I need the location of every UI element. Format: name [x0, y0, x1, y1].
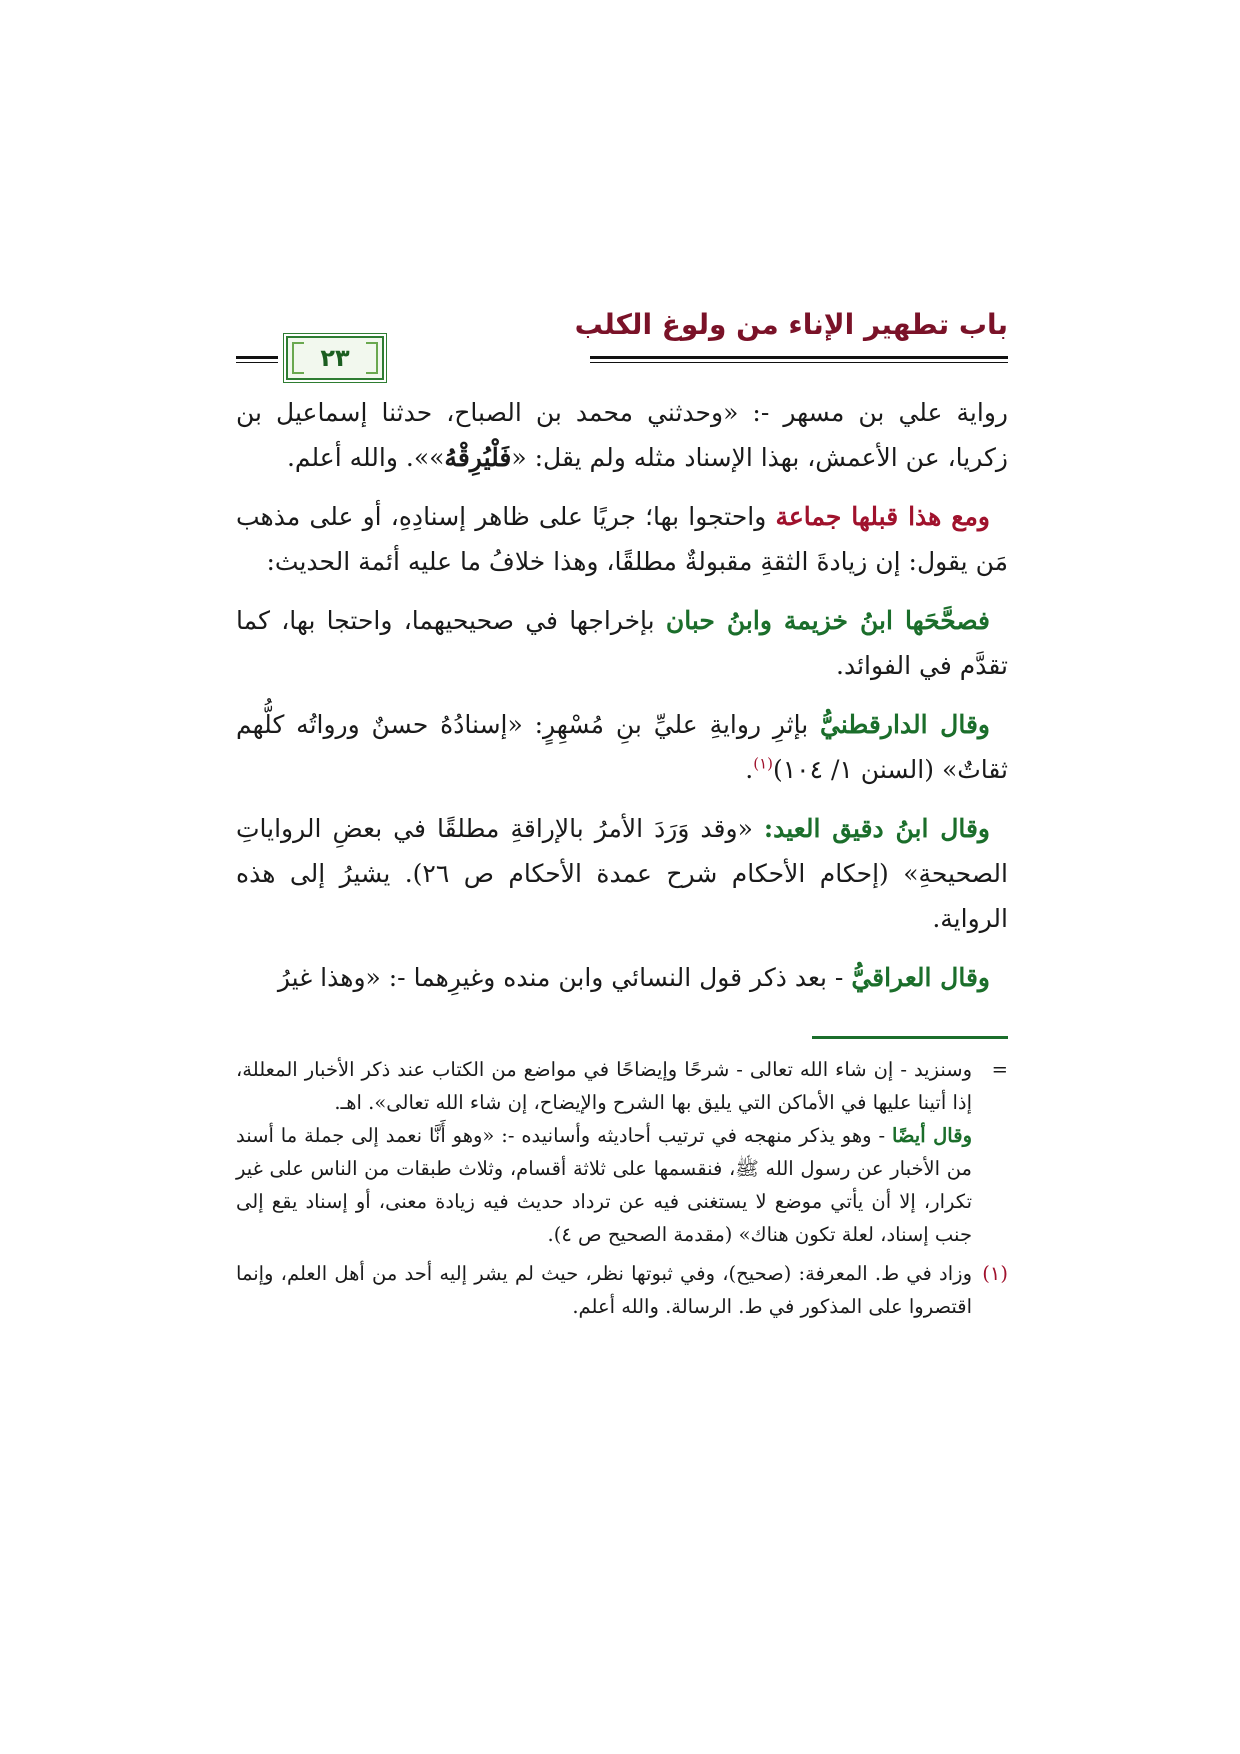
page-number: ٢٣ [320, 344, 350, 372]
paragraph-text: واحتجوا بها؛ جريًا على ظاهر إسنادِهِ، أو على مذهب مَن يقول: إن زيادةَ الثقةِ مقبولةٌ مطلقًا، وهذا خلافُ ما عليه أئمة الحديث: [236, 502, 1008, 576]
footnote [236, 1257, 1008, 1323]
footnote-lead: وقال أيضًا [891, 1124, 972, 1147]
paragraph-lead: فصحَّحَها ابنُ خزيمة وابنُ حبان [665, 606, 991, 635]
header-rule [590, 356, 1008, 359]
header-rule [236, 362, 278, 363]
book-page [236, 300, 1008, 1590]
paragraph [236, 955, 1008, 1000]
footnote-text: وسنزيد - إن شاء الله تعالى - شرحًا وإيضاحًا في مواضع من الكتاب عند ذكر الأخبار المعللة، إذا أتينا عليها في الأماكن التي يليق بها الشرح والإيضاح، إن شاء الله تعالى». اهـ. [236, 1058, 972, 1114]
paragraph [236, 598, 1008, 688]
paragraph-text: . [745, 755, 754, 784]
paragraph-text: «وقد وَرَدَ الأمرُ بالإراقةِ مطلقًا في بعضِ الرواياتِ الصحيحةِ» (إحكام الأحكام شرح عمدة الأحكام ص ٢٦). يشيرُ إلى هذه الرواية. [236, 814, 1008, 933]
paragraph-text: بإخراجها في صحيحيهما، واحتجا بها، كما تقدَّم في الفوائد. [236, 606, 1008, 680]
paragraph [236, 494, 1008, 584]
page-number-frame [286, 336, 384, 380]
header-rule [236, 356, 278, 359]
footnote-text: وزاد في ط. المعرفة: (صحيح)، وفي ثبوتها نظر، حيث لم يشر إليه أحد من أهل العلم، وإنما اقتصروا على المذكور في ط. الرسالة. والله أعلم. [236, 1262, 972, 1318]
emphasized-word: فَلْيُرِقْهُ [444, 443, 512, 472]
footnotes [236, 1053, 1008, 1323]
footnote-number: (١) [982, 1262, 1008, 1285]
paragraph-lead: وقال ابنُ دقيق العيد: [763, 814, 990, 843]
paragraph-text: بإثرِ روايةِ عليِّ بنِ مُسْهِرٍ: «إسنادُهُ حسنٌ ورواتُه كلُّهم ثقاتٌ» (السنن ١/ ١٠٤) [236, 710, 1008, 784]
footnote-continuation [236, 1053, 1008, 1251]
paragraph-text: - بعد ذكر قول النسائي وابن منده وغيرِهما -: «وهذا غيرُ [277, 963, 852, 992]
main-text [236, 390, 1008, 1000]
paragraph-lead: وقال العراقيُّ [851, 963, 990, 992]
paragraph-text: »». والله أعلم. [286, 443, 445, 472]
paragraph [236, 702, 1008, 792]
header-rule [590, 362, 1008, 363]
paragraph [236, 390, 1008, 480]
paragraph-lead: ومع هذا قبلها جماعة [775, 502, 991, 531]
footnote-separator [812, 1036, 1008, 1039]
footnote-text: - وهو يذكر منهجه في ترتيب أحاديثه وأسانيده -: «وهو أَنَّا نعمد إلى جملة ما أسند من الأخبار عن رسول الله ﷺ، فنقسمها على ثلاثة أقسام، وثلاث طبقات من الناس على غير تكرار، إلا أن يأتي موضع لا يستغنى فيه عن ترداد حديث فيه زيادة معنى، أو إسناد يقع إلى جنب إسناد، لعلة تكون هناك» (مقدمة الصحيح ص ٤). [236, 1124, 972, 1246]
paragraph-lead: وقال الدارقطنيُّ [820, 710, 990, 739]
paragraph [236, 806, 1008, 941]
running-title: باب تطهير الإناء من ولوغ الكلب [574, 308, 1008, 341]
page-header [236, 300, 1008, 382]
paragraph-text: رواية علي بن مسهر -: «وحدثني محمد بن الصباح، حدثنا إسماعيل بن زكريا، عن الأعمش، بهذا الإسناد مثله ولم يقل: « [236, 398, 1008, 472]
footnote-continuation-mark: = [991, 1058, 1008, 1081]
footnote-reference[interactable]: (١) [753, 754, 773, 773]
